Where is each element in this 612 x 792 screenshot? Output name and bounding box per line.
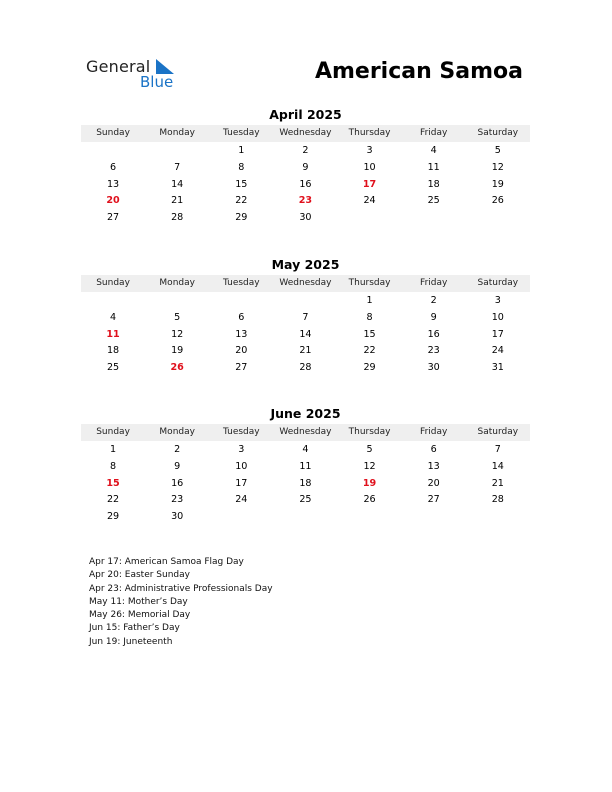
day-cell: 26 [363, 494, 376, 506]
holiday-note: Apr 23: Administrative Professionals Day [89, 583, 273, 594]
holiday-day-cell: 20 [106, 195, 120, 207]
holiday-note: Jun 19: Juneteenth [89, 636, 173, 647]
day-cell: 7 [174, 161, 181, 173]
day-cell: 28 [299, 362, 312, 374]
weekday-label: Sunday [96, 427, 130, 437]
day-cell: 11 [299, 460, 312, 472]
holiday-note: Apr 20: Easter Sunday [89, 570, 190, 581]
day-cell: 20 [427, 477, 440, 489]
day-cell: 1 [366, 295, 373, 306]
day-cell: 24 [235, 494, 248, 506]
holiday-note: May 11: Mother’s Day [89, 596, 188, 607]
day-cell [338, 209, 402, 226]
country-title: American Samoa [314, 59, 523, 84]
weekday-label: Monday [159, 427, 195, 437]
day-cell: 27 [427, 494, 440, 506]
day-cell [402, 508, 466, 525]
week-row [81, 142, 530, 159]
day-cell: 7 [494, 444, 501, 455]
week-row [81, 309, 530, 326]
weekday-label: Monday [159, 128, 195, 138]
day-cell: 29 [106, 511, 120, 523]
day-cell [209, 508, 273, 525]
day-cell: 5 [494, 145, 501, 156]
day-cell: 31 [491, 362, 504, 374]
week-row [81, 491, 530, 508]
day-cell [466, 508, 530, 525]
holiday-list [89, 556, 273, 649]
weekday-label: Tuesday [223, 278, 260, 288]
weekday-label: Friday [420, 128, 448, 138]
day-cell: 28 [171, 212, 184, 224]
day-cell: 6 [238, 311, 245, 323]
day-cell: 17 [491, 328, 504, 340]
day-cell: 3 [238, 444, 245, 455]
day-cell: 8 [110, 460, 117, 472]
day-cell: 4 [430, 145, 437, 156]
day-cell: 2 [174, 444, 181, 455]
month-calendar [81, 107, 530, 226]
day-cell: 26 [491, 195, 504, 207]
weekday-label: Thursday [348, 278, 391, 288]
day-cell: 30 [427, 362, 440, 374]
month-title: May 2025 [271, 257, 340, 272]
day-cell: 13 [106, 178, 120, 190]
day-cell [209, 292, 273, 309]
day-cell: 23 [427, 345, 440, 357]
day-cell [81, 292, 145, 309]
weekday-header [81, 424, 530, 441]
day-cell: 18 [299, 477, 312, 489]
day-cell: 24 [491, 345, 504, 357]
week-row [81, 508, 530, 525]
weekday-label: Friday [420, 427, 448, 437]
week-row [81, 192, 530, 209]
weekday-label: Saturday [477, 278, 519, 288]
day-cell: 11 [427, 161, 440, 173]
holiday-day-cell: 26 [170, 362, 184, 374]
weekday-label: Wednesday [279, 128, 332, 138]
day-cell: 14 [491, 460, 504, 472]
day-cell: 8 [366, 311, 373, 323]
day-cell: 3 [494, 295, 501, 306]
month-calendar [81, 257, 530, 376]
day-cell: 9 [174, 460, 181, 472]
day-cell: 22 [363, 345, 376, 357]
weekday-label: Friday [420, 278, 448, 288]
brand-name-general: General [86, 57, 151, 76]
day-cell: 25 [106, 362, 120, 374]
week-row [81, 209, 530, 226]
week-row [81, 176, 530, 193]
day-cell: 18 [106, 345, 120, 357]
day-cell: 9 [302, 161, 309, 173]
month-title: June 2025 [270, 406, 341, 421]
day-cell [273, 292, 337, 309]
holiday-note: Apr 17: American Samoa Flag Day [89, 557, 244, 567]
weekday-label: Wednesday [279, 427, 332, 437]
day-cell: 22 [235, 195, 248, 207]
weekday-label: Saturday [477, 427, 519, 437]
day-cell: 16 [299, 178, 312, 190]
day-cell: 21 [299, 345, 312, 357]
brand-name-blue: Blue [140, 73, 174, 91]
week-row [81, 359, 530, 376]
week-row [81, 342, 530, 359]
day-cell: 2 [430, 295, 437, 306]
day-cell: 15 [363, 328, 376, 340]
day-cell [338, 508, 402, 525]
day-cell: 30 [171, 511, 184, 523]
day-cell: 25 [299, 494, 312, 506]
day-cell: 19 [491, 178, 504, 190]
weekday-label: Wednesday [279, 278, 332, 288]
day-cell: 19 [171, 345, 184, 357]
day-cell: 12 [491, 161, 504, 173]
day-cell: 14 [299, 328, 312, 340]
day-cell: 10 [363, 161, 376, 173]
day-cell [145, 142, 209, 159]
weekday-label: Sunday [96, 278, 130, 288]
day-cell: 5 [174, 311, 181, 323]
day-cell: 3 [366, 145, 373, 156]
day-cell [466, 209, 530, 226]
day-cell: 25 [427, 195, 440, 207]
day-cell: 9 [430, 311, 437, 323]
day-cell: 23 [171, 494, 184, 506]
day-cell: 17 [235, 477, 248, 489]
holiday-day-cell: 19 [362, 477, 377, 489]
day-cell: 14 [171, 178, 184, 190]
day-cell: 20 [235, 345, 248, 357]
holiday-day-cell: 23 [298, 195, 313, 207]
day-cell: 2 [302, 145, 309, 156]
day-cell: 27 [106, 212, 120, 224]
day-cell: 7 [302, 311, 309, 323]
day-cell: 13 [427, 460, 440, 472]
day-cell: 24 [363, 195, 376, 207]
holiday-note: Jun 15: Father’s Day [89, 623, 180, 634]
weekday-label: Monday [159, 278, 195, 288]
day-cell: 12 [171, 328, 184, 340]
day-cell [145, 292, 209, 309]
holiday-day-cell: 11 [106, 328, 120, 340]
day-cell: 15 [235, 178, 248, 190]
day-cell [273, 508, 337, 525]
weekday-label: Sunday [96, 128, 130, 138]
day-cell [402, 209, 466, 226]
day-cell: 4 [302, 444, 309, 455]
day-cell: 22 [106, 494, 120, 506]
weekday-label: Tuesday [223, 427, 260, 437]
day-cell: 21 [171, 195, 184, 207]
week-row [81, 441, 530, 458]
day-cell: 29 [363, 362, 376, 374]
week-row [81, 159, 530, 176]
month-title: April 2025 [269, 107, 342, 122]
day-cell: 6 [110, 161, 117, 173]
weekday-label: Tuesday [223, 128, 260, 138]
weekday-header [81, 125, 530, 142]
weekday-header [81, 275, 530, 292]
week-row [81, 326, 530, 343]
weekday-label: Thursday [348, 128, 391, 138]
day-cell: 16 [427, 328, 440, 340]
day-cell: 13 [235, 328, 248, 340]
week-row [81, 475, 530, 492]
day-cell: 4 [110, 311, 117, 323]
day-cell: 1 [110, 444, 117, 455]
day-cell: 16 [171, 477, 184, 489]
day-cell: 10 [491, 311, 504, 323]
day-cell: 18 [427, 178, 440, 190]
day-cell: 1 [238, 145, 245, 156]
holiday-day-cell: 15 [106, 477, 120, 489]
day-cell: 8 [238, 161, 245, 173]
day-cell: 6 [430, 444, 437, 455]
brand-logo [86, 57, 186, 93]
day-cell [81, 142, 145, 159]
week-row [81, 458, 530, 475]
day-cell: 27 [235, 362, 248, 374]
holiday-note: May 26: Memorial Day [89, 610, 191, 621]
day-cell: 30 [299, 212, 312, 224]
week-row [81, 292, 530, 309]
day-cell: 5 [366, 444, 373, 455]
weekday-label: Saturday [477, 128, 519, 138]
day-cell: 21 [491, 477, 504, 489]
day-cell: 28 [491, 494, 504, 506]
weekday-label: Thursday [348, 427, 391, 437]
day-cell: 29 [235, 212, 248, 224]
holiday-day-cell: 17 [362, 178, 377, 190]
month-calendar [81, 406, 530, 525]
day-cell: 12 [363, 460, 376, 472]
day-cell: 10 [235, 460, 248, 472]
